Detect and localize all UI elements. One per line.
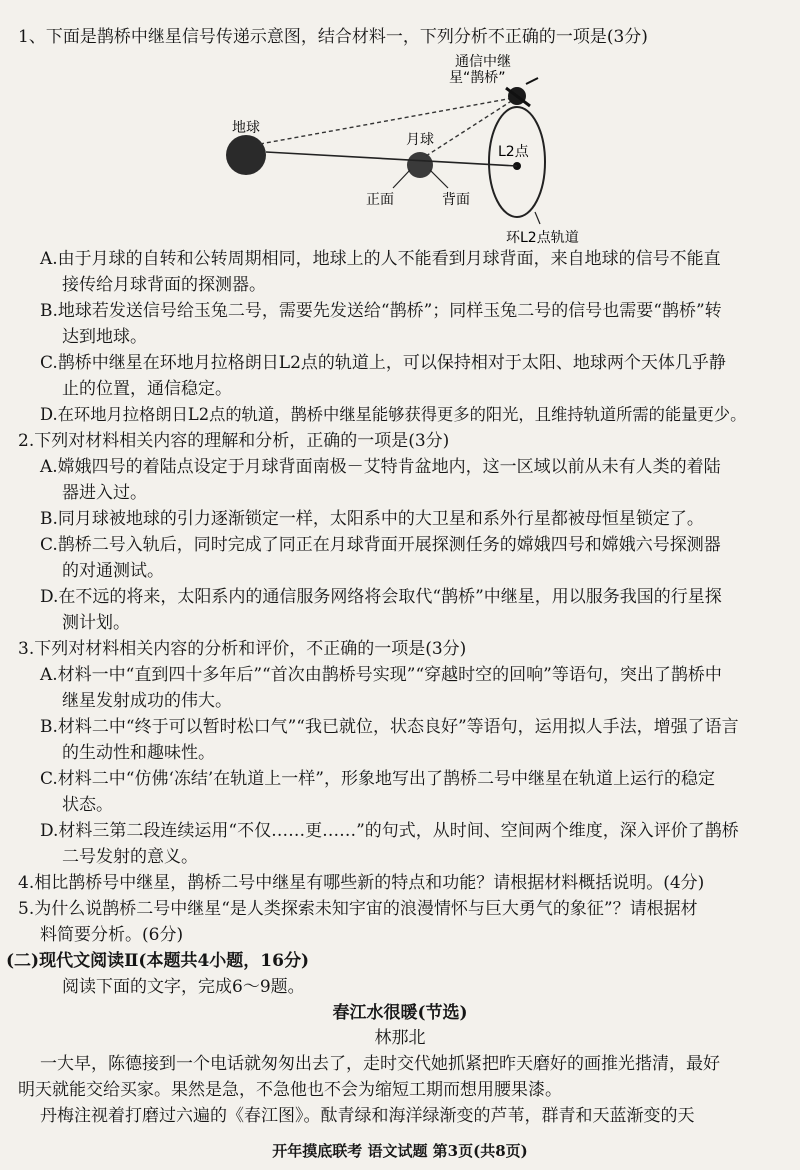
page-footer: 开年摸底联考 语文试题 第3页(共8页) <box>272 1142 528 1160</box>
q1-option-b-line1: B.地球若发送信号给玉兔二号，需要先发送给“鹊桥”；同样玉兔二号的信号也需要“鹊桥”转 <box>40 301 722 321</box>
q2-option-a-line2: 器进入过。 <box>62 483 147 503</box>
relay-label-1: 通信中继 <box>455 54 511 70</box>
q4-stem: 4.相比鹊桥号中继星，鹊桥二号中继星有哪些新的特点和功能？请根据材料概括说明。(4分) <box>18 873 705 893</box>
section-instruction: 阅读下面的文字，完成6～9题。 <box>62 977 305 997</box>
q3-option-a-line2: 继星发射成功的伟大。 <box>62 691 232 711</box>
q3-option-d-line1: D.材料三第二段连续运用“不仅……更……”的句式，从时间、空间两个维度，深入评价了鹊桥 <box>40 821 739 841</box>
q1-option-a-line2: 接传给月球背面的探测器。 <box>62 275 266 295</box>
q2-option-d-line1: D.在不远的将来，太阳系内的通信服务网络将会取代“鹊桥”中继星，用以服务我国的行星探 <box>40 587 722 607</box>
section-heading: (二)现代文阅读Ⅱ(本题共4小题，16分) <box>6 951 309 971</box>
q5-stem-line2: 料简要分析。(6分) <box>40 925 184 945</box>
q3-option-a-line1: A.材料一中“直到四十多年后”“首次由鹊桥号实现”“穿越时空的回响”等语句，突出了鹊桥中 <box>40 665 722 685</box>
q2-stem: 2.下列对材料相关内容的理解和分析，正确的一项是(3分) <box>18 431 450 451</box>
q1-option-b-line2: 达到地球。 <box>62 327 147 347</box>
q1-option-c-line2: 止的位置，通信稳定。 <box>62 379 232 399</box>
moon-sphere <box>407 152 433 178</box>
back-label: 背面 <box>442 192 470 208</box>
q5-stem-line1: 5.为什么说鹊桥二号中继星“是人类探索未知宇宙的浪漫情怀与巨大勇气的象征”？请根据材 <box>18 899 698 919</box>
orbit-label: 环L2点轨道 <box>506 230 579 246</box>
moon-label: 月球 <box>406 132 434 148</box>
q2-option-c-line2: 的对通测试。 <box>62 561 164 581</box>
relay-satellite-diagram <box>210 52 590 252</box>
l2-label: L2点 <box>498 144 529 160</box>
passage-author: 林那北 <box>374 1028 426 1048</box>
q3-option-c-line2: 状态。 <box>62 795 113 815</box>
earth-label: 地球 <box>232 120 260 136</box>
q1-stem: 1、下面是鹊桥中继星信号传递示意图，结合材料一，下列分析不正确的一项是(3分) <box>18 27 648 47</box>
q2-option-c-line1: C.鹊桥二号入轨后，同时完成了同正在月球背面开展探测任务的嫦娥四号和嫦娥六号探测器 <box>40 535 721 555</box>
q2-option-b-line1: B.同月球被地球的引力逐渐锁定一样，太阳系中的大卫星和系外行星都被母恒星锁定了。 <box>40 509 704 529</box>
front-label: 正面 <box>366 192 394 208</box>
passage-p2-line1: 丹梅注视着打磨过六遍的《春江图》。酞青绿和海洋绿渐变的芦苇，群青和天蓝渐变的天 <box>40 1106 695 1126</box>
passage-p1-line2: 明天就能交给买家。果然是急，不急他也不会为缩短工期而想用腰果漆。 <box>18 1080 562 1100</box>
relay-label-2: 星“鹊桥” <box>449 70 506 86</box>
q3-option-b-line2: 的生动性和趣味性。 <box>62 743 215 763</box>
q1-option-a-line1: A.由于月球的自转和公转周期相同，地球上的人不能看到月球背面，来自地球的信号不能直 <box>40 249 721 269</box>
earth-sphere <box>226 135 266 175</box>
passage-p1-line1: 一大早，陈德接到一个电话就匆匆出去了，走时交代她抓紧把昨天磨好的画推光揩清，最好 <box>40 1054 720 1074</box>
q3-option-d-line2: 二号发射的意义。 <box>62 847 198 867</box>
q1-option-d-line1: D.在环地月拉格朗日L2点的轨道，鹊桥中继星能够获得更多的阳光，且维持轨道所需的能量更少。 <box>40 405 747 424</box>
q1-option-c-line1: C.鹊桥中继星在环地月拉格朗日L2点的轨道上，可以保持相对于太阳、地球两个天体几乎静 <box>40 353 726 373</box>
q2-option-d-line2: 测计划。 <box>62 613 130 633</box>
q2-option-a-line1: A.嫦娥四号的着陆点设定于月球背面南极－艾特肯盆地内，这一区域以前从未有人类的着陆 <box>40 457 721 477</box>
passage-title: 春江水很暖(节选) <box>332 1003 468 1023</box>
q3-option-c-line1: C.材料二中“仿佛‘冻结’在轨道上一样”，形象地写出了鹊桥二号中继星在轨道上运行的稳定 <box>40 769 715 789</box>
q3-option-b-line1: B.材料二中“终于可以暂时松口气”“我已就位，状态良好”等语句，运用拟人手法，增强了语言 <box>40 717 739 737</box>
q3-stem: 3.下列对材料相关内容的分析和评价，不正确的一项是(3分) <box>18 639 467 659</box>
